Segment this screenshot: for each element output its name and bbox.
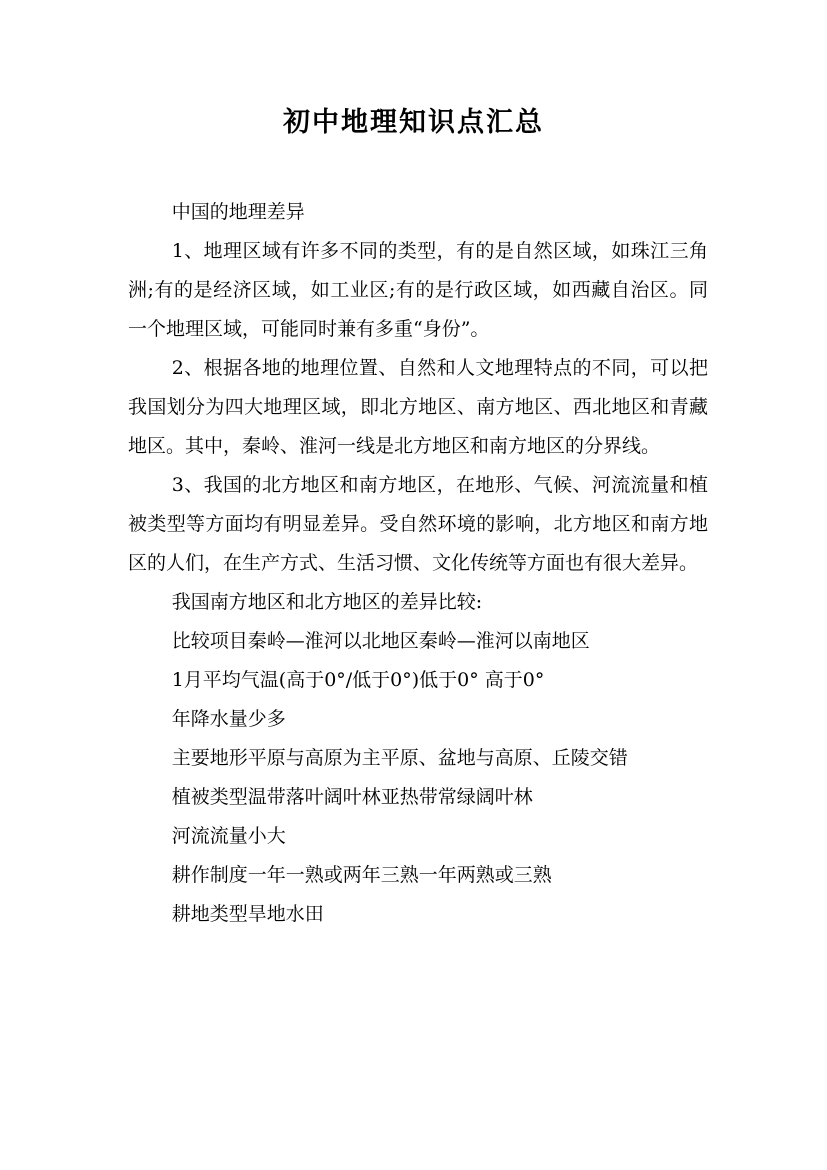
paragraph-1: 1、地理区域有许多不同的类型，有的是自然区域，如珠江三角洲;有的是经济区域，如工业区;有的是行政区域，如西藏自治区。同一个地理区域，可能同时兼有多重“身份”。 xyxy=(128,240,708,340)
comparison-row: 1月平均气温(高于0°/低于0°)低于0° 高于0° xyxy=(171,669,545,691)
comparison-row: 耕作制度一年一熟或两年三熟一年两熟或三熟 xyxy=(171,864,552,886)
comparison-row: 比较项目秦岭—淮河以北地区秦岭—淮河以南地区 xyxy=(171,630,590,652)
comparison-row: 植被类型温带落叶阔叶林亚热带常绿阔叶林 xyxy=(171,786,533,808)
section-heading: 中国的地理差异 xyxy=(171,201,305,223)
paragraph-2: 2、根据各地的地理位置、自然和人文地理特点的不同，可以把我国划分为四大地理区域，即北方地区、南方地区、西北地区和青藏地区。其中，秦岭、淮河一线是北方地区和南方地区的分界线。 xyxy=(128,357,708,457)
comparison-intro: 我国南方地区和北方地区的差异比较: xyxy=(171,591,483,613)
comparison-row: 年降水量少多 xyxy=(171,708,286,730)
comparison-row: 河流流量小大 xyxy=(171,825,286,847)
comparison-row: 耕地类型旱地水田 xyxy=(171,903,324,925)
document-body xyxy=(128,193,708,934)
paragraph-3: 3、我国的北方地区和南方地区，在地形、气候、河流流量和植被类型等方面均有明显差异。受自然环境的影响，北方地区和南方地区的人们，在生产方式、生活习惯、文化传统等方面也有很大差异。 xyxy=(128,474,708,574)
document-title: 初中地理知识点汇总 xyxy=(283,107,544,138)
comparison-row: 主要地形平原与高原为主平原、盆地与高原、丘陵交错 xyxy=(171,747,628,769)
